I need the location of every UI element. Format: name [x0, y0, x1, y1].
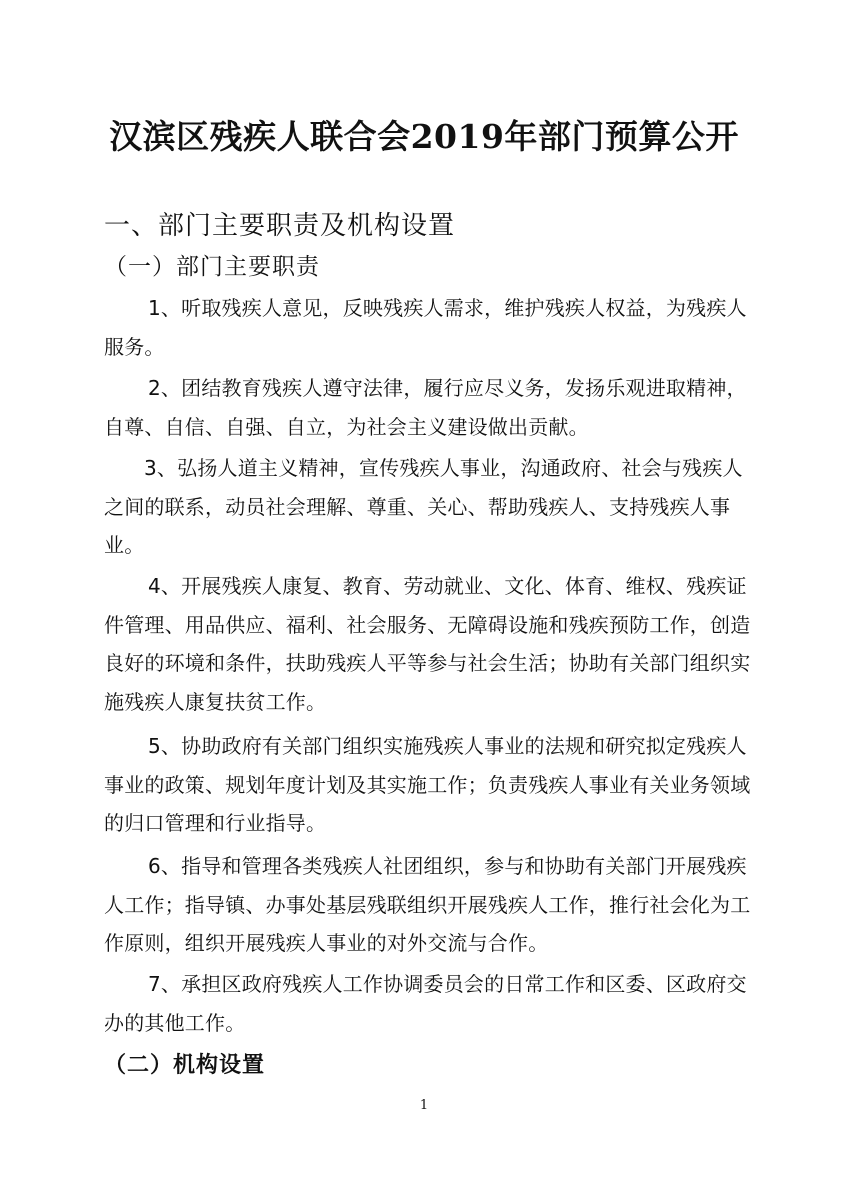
- section-heading-duties-and-structure: 一、部门主要职责及机构设置: [104, 211, 456, 241]
- duty-paragraph-7: [104, 965, 747, 1042]
- duty-4-line-3: 良好的环境和条件，扶助残疾人平等参与社会生活；协助有关部门组织实: [104, 651, 751, 675]
- duty-5-line-1: 5、协助政府有关部门组织实施残疾人事业的法规和研究拟定残疾人: [148, 734, 747, 758]
- duty-5-line-2: 事业的政策、规划年度计划及其实施工作；负责残疾人事业有关业务领域: [104, 772, 751, 797]
- duty-6-line-1: 6、指导和管理各类残疾人社团组织，参与和协助有关部门开展残疾: [148, 854, 747, 878]
- duty-paragraph-1: [104, 289, 747, 366]
- duty-2-line-1: 2、团结教育残疾人遵守法律，履行应尽义务，发扬乐观进取精神，: [148, 376, 747, 400]
- document-title: 汉滨区残疾人联合会2019年部门预算公开: [109, 117, 739, 156]
- duty-paragraph-6: [104, 847, 750, 963]
- duty-6-line-2: 人工作；指导镇、办事处基层残联组织开展残疾人工作，推行社会化为工: [104, 892, 751, 917]
- duty-6-line-3: 作原则，组织开展残疾人事业的对外交流与合作。: [104, 931, 549, 955]
- duty-1-line-2: 服务。: [104, 334, 165, 359]
- subsection-heading-organization: （二）机构设置: [104, 1053, 266, 1078]
- duty-4-line-2: 件管理、用品供应、福利、社会服务、无障碍设施和残疾预防工作，创造: [104, 612, 751, 637]
- duty-paragraph-4: [104, 567, 750, 721]
- duty-7-line-1: 7、承担区政府残疾人工作协调委员会的日常工作和区委、区政府交: [148, 972, 747, 996]
- page-number: 1: [419, 1098, 429, 1113]
- subsection-heading-main-duties: （一）部门主要职责: [104, 254, 320, 280]
- duty-2-line-2: 自尊、自信、自强、自立，为社会主义建设做出贡献。: [104, 414, 589, 439]
- duty-7-line-2: 办的其他工作。: [104, 1010, 246, 1035]
- duty-paragraph-2: [104, 369, 747, 446]
- duty-paragraph-5: [104, 727, 750, 843]
- duty-3-line-3: 业。: [104, 533, 145, 557]
- duty-5-line-3: 的归口管理和行业指导。: [104, 811, 327, 835]
- duty-4-line-1: 4、开展残疾人康复、教育、劳动就业、文化、体育、维权、残疾证: [148, 574, 747, 598]
- duty-paragraph-3: [104, 449, 743, 565]
- duty-1-line-1: 1、听取残疾人意见，反映残疾人需求，维护残疾人权益，为残疾人: [148, 296, 747, 320]
- duty-3-line-1: 3、弘扬人道主义精神，宣传残疾人事业，沟通政府、社会与残疾人: [144, 456, 743, 480]
- duty-3-line-2: 之间的联系，动员社会理解、尊重、关心、帮助残疾人、支持残疾人事: [104, 494, 731, 519]
- duty-4-line-4: 施残疾人康复扶贫工作。: [104, 689, 327, 714]
